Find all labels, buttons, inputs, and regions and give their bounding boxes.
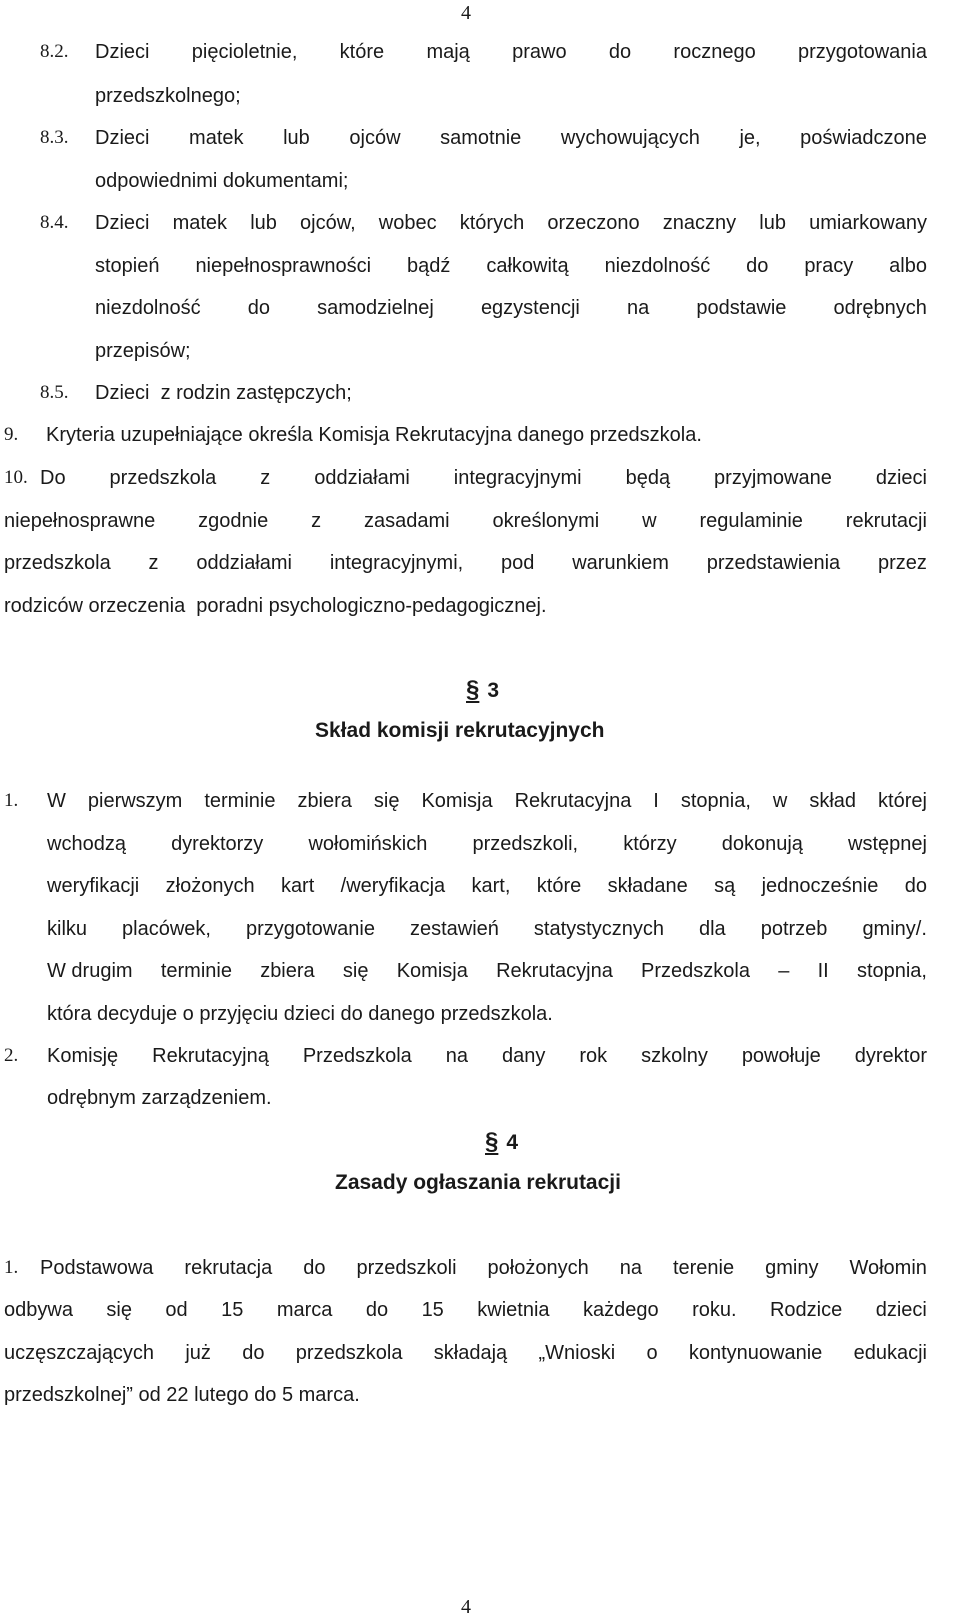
word: kilku bbox=[47, 918, 88, 940]
word: terminie bbox=[204, 790, 276, 812]
section-3-item-1-line-1 bbox=[47, 789, 927, 813]
word: znaczny bbox=[662, 212, 737, 234]
word: odbywa bbox=[4, 1299, 73, 1321]
word: W drugim bbox=[47, 960, 133, 982]
word: orzeczono bbox=[547, 212, 640, 234]
item-9-number: 9. bbox=[4, 424, 19, 445]
word: przedszkoli, bbox=[472, 833, 579, 855]
word: skład bbox=[809, 790, 857, 812]
section-4-heading bbox=[485, 1128, 518, 1157]
word: już bbox=[185, 1342, 211, 1364]
word: Rekrutacyjną bbox=[152, 1045, 269, 1067]
word: lub bbox=[759, 212, 786, 234]
word: będą bbox=[625, 467, 671, 489]
word: przedszkola bbox=[295, 1342, 403, 1364]
word: dyrektorzy bbox=[171, 833, 264, 855]
word: albo bbox=[889, 255, 927, 277]
word: przedszkoli bbox=[356, 1257, 457, 1279]
section-3-number: 3 bbox=[487, 679, 500, 702]
word: położonych bbox=[487, 1257, 589, 1279]
word: I bbox=[653, 790, 659, 812]
word: kart bbox=[280, 875, 315, 897]
item-10-line-1 bbox=[40, 466, 927, 490]
section-4-item-1-line-4: przedszkolnej” od 22 lutego do 5 marca. bbox=[4, 1384, 360, 1406]
word: w bbox=[642, 510, 657, 532]
word: zasadami bbox=[364, 510, 450, 532]
word: powołuje bbox=[741, 1045, 821, 1067]
word: potrzeb bbox=[760, 918, 828, 940]
word: na bbox=[619, 1257, 642, 1279]
word: od bbox=[165, 1299, 188, 1321]
word: rok bbox=[579, 1045, 608, 1067]
word: gminy bbox=[765, 1257, 819, 1279]
word: Dzieci bbox=[95, 41, 150, 63]
word: niepełnosprawne bbox=[4, 510, 156, 532]
word: kwietnia bbox=[477, 1299, 550, 1321]
item-8-3-line-1 bbox=[95, 126, 927, 150]
section-4-title: Zasady ogłaszania rekrutacji bbox=[335, 1171, 621, 1194]
word: matek bbox=[189, 127, 244, 149]
word: z bbox=[311, 510, 322, 532]
section-3-item-1-line-5 bbox=[47, 959, 927, 983]
word: której bbox=[878, 790, 927, 812]
word: z bbox=[260, 467, 271, 489]
word: samodzielnej bbox=[317, 297, 434, 319]
word: mają bbox=[426, 41, 470, 63]
section-4-number: 4 bbox=[506, 1131, 519, 1154]
word: integracyjnymi, bbox=[329, 552, 464, 574]
word: II bbox=[817, 960, 829, 982]
word: kart, bbox=[471, 875, 511, 897]
word: bądź bbox=[407, 255, 451, 277]
word: rekrutacji bbox=[845, 510, 927, 532]
item-8-2-number: 8.2. bbox=[40, 41, 69, 62]
word: zestawień bbox=[409, 918, 499, 940]
word: do bbox=[365, 1299, 389, 1321]
section-3-item-1-line-3 bbox=[47, 874, 927, 898]
section-3-title: Skład komisji rekrutacyjnych bbox=[315, 719, 605, 742]
word: składane bbox=[607, 875, 688, 897]
word: prawo bbox=[512, 41, 567, 63]
word: je, bbox=[739, 127, 761, 149]
word: umiarkowany bbox=[809, 212, 927, 234]
section-3-item-1-number: 1. bbox=[4, 790, 19, 811]
word: szkolny bbox=[641, 1045, 708, 1067]
word: pierwszym bbox=[87, 790, 183, 812]
word: w bbox=[772, 790, 788, 812]
word: pięcioletnie, bbox=[191, 41, 298, 63]
word: składają bbox=[433, 1342, 508, 1364]
word: na bbox=[445, 1045, 468, 1067]
word: się bbox=[342, 960, 369, 982]
word: Do bbox=[40, 467, 66, 489]
word: się bbox=[373, 790, 400, 812]
section-3-item-1-line-6: która decyduje o przyjęciu dzieci do danego przedszkola. bbox=[47, 1003, 553, 1025]
item-8-4-line-4: przepisów; bbox=[95, 340, 191, 362]
item-8-4-line-3 bbox=[95, 296, 927, 320]
word: niezdolność bbox=[95, 297, 201, 319]
word: pod bbox=[501, 552, 535, 574]
word: matek bbox=[172, 212, 228, 234]
word: dla bbox=[698, 918, 726, 940]
word: edukacji bbox=[853, 1342, 927, 1364]
word: jednocześnie bbox=[761, 875, 879, 897]
word: samotnie bbox=[440, 127, 522, 149]
section-3-item-2-line-2: odrębnym zarządzeniem. bbox=[47, 1087, 272, 1109]
word: do bbox=[746, 255, 769, 277]
word: przygotowania bbox=[798, 41, 927, 63]
item-8-2-line-2: przedszkolnego; bbox=[95, 85, 241, 107]
section-4-item-1-line-3 bbox=[4, 1341, 927, 1365]
word: o bbox=[646, 1342, 658, 1364]
word: oddziałami bbox=[314, 467, 410, 489]
word: zgodnie bbox=[198, 510, 269, 532]
word: niepełnosprawności bbox=[195, 255, 372, 277]
item-8-5-text: Dzieci z rodzin zastępczych; bbox=[95, 382, 352, 404]
section-4-item-1-number: 1. bbox=[4, 1257, 19, 1278]
word: są bbox=[714, 875, 736, 897]
word: oddziałami bbox=[196, 552, 292, 574]
item-10-line-2 bbox=[4, 509, 927, 533]
word: wołomińskich bbox=[308, 833, 428, 855]
word: do bbox=[904, 875, 927, 897]
word: Podstawowa bbox=[40, 1257, 154, 1279]
word: z bbox=[148, 552, 159, 574]
word: do bbox=[608, 41, 632, 63]
word: Dzieci bbox=[95, 212, 150, 234]
word: do bbox=[247, 297, 270, 319]
word: rekrutacja bbox=[184, 1257, 273, 1279]
word: wstępnej bbox=[848, 833, 927, 855]
word: podstawie bbox=[696, 297, 787, 319]
word: do bbox=[242, 1342, 265, 1364]
word: gminy/. bbox=[862, 918, 927, 940]
item-10-line-4: rodziców orzeczenia poradni psychologiczno-pedagogicznej. bbox=[4, 595, 547, 617]
word: pracy bbox=[804, 255, 854, 277]
word: każdego bbox=[582, 1299, 659, 1321]
word: integracyjnymi bbox=[453, 467, 582, 489]
word: ojców bbox=[349, 127, 401, 149]
word: placówek, bbox=[122, 918, 211, 940]
word: przygotowanie bbox=[245, 918, 375, 940]
word: dzieci bbox=[875, 1299, 927, 1321]
word: przedszkola bbox=[4, 552, 111, 574]
item-8-3-number: 8.3. bbox=[40, 127, 69, 148]
word: wobec bbox=[378, 212, 437, 234]
item-8-3-line-2: odpowiednimi dokumentami; bbox=[95, 170, 349, 192]
section-3-item-2-number: 2. bbox=[4, 1045, 19, 1066]
item-8-5-number: 8.5. bbox=[40, 382, 69, 403]
word: niezdolność bbox=[604, 255, 711, 277]
word: całkowitą bbox=[486, 255, 569, 277]
word: statystycznych bbox=[533, 918, 664, 940]
word: dany bbox=[501, 1045, 546, 1067]
word: odrębnych bbox=[833, 297, 927, 319]
word: Komisja bbox=[421, 790, 493, 812]
word: dyrektor bbox=[854, 1045, 927, 1067]
section-3-item-1-line-4 bbox=[47, 917, 927, 941]
word: stopnia, bbox=[680, 790, 751, 812]
word: kontynuowanie bbox=[688, 1342, 823, 1364]
section-4-item-1-line-2 bbox=[4, 1298, 927, 1322]
section-sign: § bbox=[485, 1128, 499, 1155]
word: dzieci bbox=[875, 467, 927, 489]
item-8-4-number: 8.4. bbox=[40, 212, 69, 233]
section-3-item-2-line-1 bbox=[47, 1044, 927, 1068]
word: dokonują bbox=[721, 833, 803, 855]
word: przyjmowane bbox=[714, 467, 832, 489]
word: Dzieci bbox=[95, 127, 150, 149]
word: złożonych bbox=[165, 875, 255, 897]
word: egzystencji bbox=[480, 297, 580, 319]
word: Przedszkola bbox=[302, 1045, 412, 1067]
word: poświadczone bbox=[800, 127, 927, 149]
word: lub bbox=[250, 212, 277, 234]
word: które bbox=[339, 41, 385, 63]
word: 15 bbox=[221, 1299, 244, 1321]
word: W bbox=[47, 790, 66, 812]
word: /weryfikacja bbox=[340, 875, 446, 897]
item-10-number: 10. bbox=[4, 467, 28, 488]
item-9-text: Kryteria uzupełniające określa Komisja Rekrutacyjna danego przedszkola. bbox=[46, 424, 702, 446]
section-3-heading bbox=[466, 676, 499, 705]
word: terenie bbox=[672, 1257, 735, 1279]
word: do bbox=[303, 1257, 326, 1279]
word: którzy bbox=[623, 833, 677, 855]
word: Przedszkola bbox=[641, 960, 750, 982]
word: terminie bbox=[160, 960, 232, 982]
word: przedszkola bbox=[109, 467, 217, 489]
section-4-item-1-line-1 bbox=[40, 1256, 927, 1280]
word: zbiera bbox=[260, 960, 315, 982]
word: Komisję bbox=[47, 1045, 119, 1067]
word: Komisja bbox=[396, 960, 468, 982]
word: Rekrutacyjna bbox=[496, 960, 613, 982]
word: „Wnioski bbox=[538, 1342, 616, 1364]
word: – bbox=[778, 960, 790, 982]
word: wychowujących bbox=[560, 127, 700, 149]
page-number-bottom: 4 bbox=[461, 1596, 471, 1618]
item-8-4-line-1 bbox=[95, 211, 927, 235]
item-8-2-line-1 bbox=[95, 40, 927, 64]
section-3-item-1-line-2 bbox=[47, 832, 927, 856]
word: Wołomin bbox=[849, 1257, 927, 1279]
word: stopnia, bbox=[856, 960, 927, 982]
word: przez bbox=[878, 552, 927, 574]
word: zbiera bbox=[297, 790, 352, 812]
word: Rodzice bbox=[769, 1299, 843, 1321]
word: lub bbox=[283, 127, 310, 149]
page-number-top: 4 bbox=[461, 2, 471, 24]
section-sign: § bbox=[466, 676, 480, 703]
word: rocznego bbox=[673, 41, 756, 63]
word: na bbox=[626, 297, 650, 319]
word: określonymi bbox=[492, 510, 600, 532]
word: stopień bbox=[95, 255, 160, 277]
word: ojców, bbox=[300, 212, 356, 234]
item-8-4-line-2 bbox=[95, 254, 927, 278]
word: marca bbox=[276, 1299, 333, 1321]
word: uczęszczających bbox=[4, 1342, 155, 1364]
word: Rekrutacyjna bbox=[514, 790, 632, 812]
word: się bbox=[106, 1299, 132, 1321]
word: warunkiem bbox=[572, 552, 669, 574]
word: weryfikacji bbox=[47, 875, 140, 897]
item-10-line-3 bbox=[4, 551, 927, 575]
word: regulaminie bbox=[699, 510, 803, 532]
word: wchodzą bbox=[47, 833, 126, 855]
word: przedstawienia bbox=[706, 552, 841, 574]
word: roku. bbox=[692, 1299, 737, 1321]
word: które bbox=[536, 875, 582, 897]
word: 15 bbox=[421, 1299, 444, 1321]
word: których bbox=[459, 212, 525, 234]
